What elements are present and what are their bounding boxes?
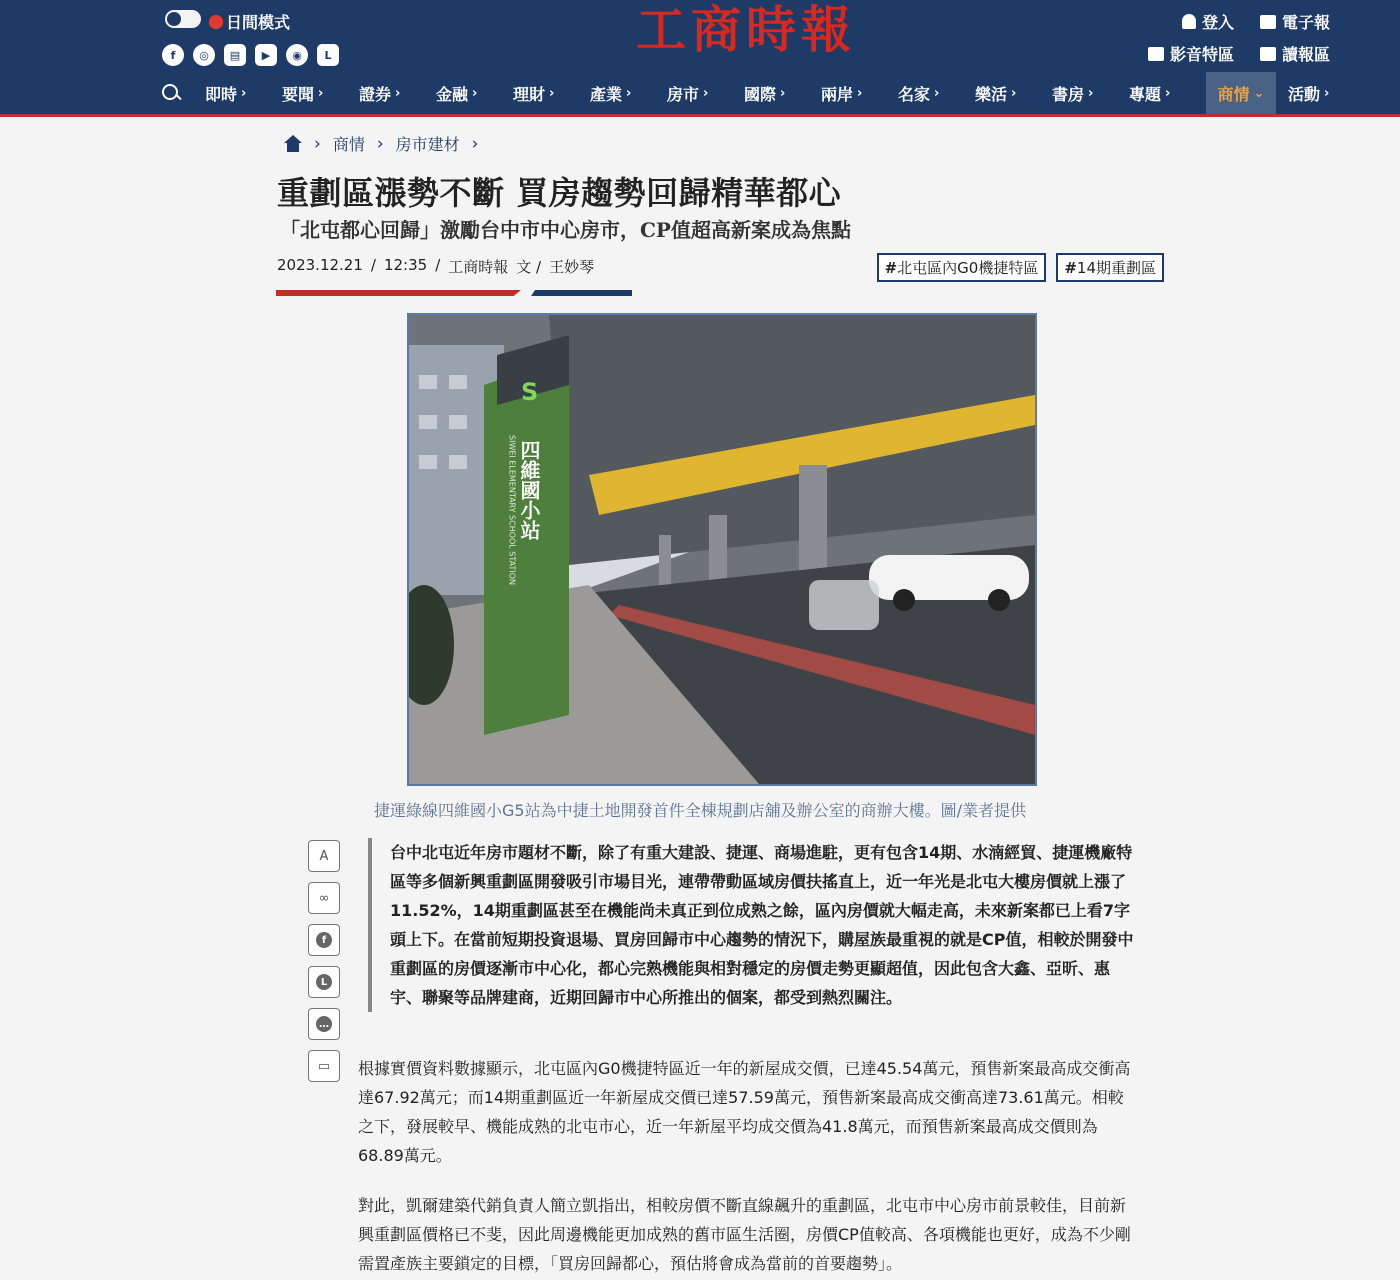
nav-label: 名家 (898, 84, 931, 104)
nav-label: 樂活 (975, 84, 1008, 104)
article-author[interactable]: 王妙琴 (549, 258, 595, 276)
nav-item-books[interactable] (1052, 72, 1129, 114)
facebook-icon: f (316, 932, 332, 948)
nav-label: 要聞 (282, 84, 315, 104)
chevron-right-icon: › (703, 85, 709, 101)
media-links (1148, 42, 1330, 65)
user-icon (1182, 14, 1196, 29)
chevron-right-icon: › (780, 85, 786, 101)
main-nav (160, 72, 1365, 114)
font-size-button[interactable] (308, 840, 340, 872)
site-logo[interactable]: 工商時報 (636, 0, 856, 59)
chevron-right-icon: › (318, 85, 324, 101)
chevron-right-icon: › (1088, 85, 1094, 101)
nav-item-instant[interactable] (205, 72, 282, 114)
photo-wheel (893, 589, 915, 611)
line-icon: L (316, 974, 332, 990)
publish-time: 12:35 (383, 256, 428, 274)
nav-label: 商情 (1217, 84, 1250, 104)
nav-label: 證券 (359, 84, 392, 104)
nav-item-finance[interactable] (436, 72, 513, 114)
nav-label: 金融 (436, 84, 469, 104)
photo-pillar (799, 465, 827, 575)
chevron-right-icon: › (1165, 85, 1171, 101)
photo-sign-text: 四維國小站 (517, 440, 541, 540)
article-paragraph: 對此，凱爾建築代銷負責人簡立凱指出，相較房價不斷直線飆升的重劃區，北屯市中心房市前景較佳，目前新興重劃區價格已不斐，因此周邊機能更加成熟的舊市區生活圈，房價CP值較高、各項機能也更好，成為不少剛需置產族主要鎖定的目標，「買房回歸都心，預估將會成為當前的首要趨勢」。 (358, 1196, 1131, 1273)
publish-date: 2023.12.21 (277, 256, 363, 274)
photo-window (419, 375, 437, 389)
photo-scooter (809, 580, 879, 630)
search-icon[interactable] (160, 82, 182, 104)
author-prefix: 文 / (516, 258, 542, 276)
tag-g0-zone[interactable] (877, 253, 1047, 282)
photo-sign-english: SIWEI ELEMENTARY SCHOOL STATION (507, 435, 517, 586)
chevron-right-icon: › (471, 133, 479, 154)
login-link[interactable] (1182, 10, 1234, 33)
nav-label: 兩岸 (821, 84, 854, 104)
meta-separator: / (370, 256, 376, 274)
nav-label: 國際 (744, 84, 777, 104)
video-label: 影音特區 (1169, 45, 1234, 64)
login-label: 登入 (1201, 13, 1234, 32)
nav-label: 產業 (590, 84, 623, 104)
nav-item-lifestyle[interactable] (975, 72, 1052, 114)
photo-scene (409, 315, 1035, 784)
nav-item-headlines[interactable] (282, 72, 359, 114)
video-link[interactable] (1148, 42, 1234, 65)
tag-label: 14期重劃區 (1076, 259, 1156, 277)
chevron-right-icon: › (1324, 85, 1330, 101)
reader-link[interactable] (1260, 42, 1330, 65)
share-toolbar (308, 840, 340, 1082)
article-lead: 台中北屯近年房市題材不斷，除了有重大建設、捷運、商場進駐，更有包含14期、水湳經貿、捷運機廠特區等多個新興重劃區開發吸引市場目光，連帶帶動區域房價扶搖直上，近一年光是北屯大樓房價就上漲了11.52%，14期重劃區甚至在機能尚未真正到位成熟之餘，區內房價就大幅走高，未來新案都已上看7字頭上下。在當前短期投資退場、買房回歸市中心趨勢的情況下，購屋族最重視的就是CP值，相較於開發中重劃區的房價逐漸市中心化，都心完熟機能與相對穩定的房價走勢更顯超值，因此包含大鑫、亞昕、惠宇、聯聚等品牌建商，近期回歸市中心所推出的個案，都受到熱烈關注。 (368, 838, 1138, 1012)
instagram-icon[interactable]: ◎ (193, 44, 215, 66)
link-icon: ∞ (318, 890, 330, 906)
clapper-icon (1148, 47, 1164, 61)
photo-pillar (659, 535, 671, 585)
chevron-right-icon: › (314, 133, 321, 154)
home-icon[interactable] (284, 135, 302, 153)
nav-label: 理財 (513, 84, 546, 104)
nav-item-columnists[interactable] (898, 72, 975, 114)
nav-item-events[interactable] (1288, 72, 1365, 114)
podcast-icon[interactable]: ◉ (286, 44, 308, 66)
breadcrumb-business[interactable]: 商情 (332, 135, 365, 154)
photo-window (419, 415, 437, 429)
photo-window (449, 455, 467, 469)
mode-label-wrap[interactable] (209, 10, 290, 33)
comment-button[interactable] (308, 1008, 340, 1040)
day-mode-toggle[interactable] (165, 10, 201, 28)
breadcrumb-property[interactable]: 房市建材 (395, 135, 460, 154)
chevron-right-icon: › (626, 85, 632, 101)
nav-item-business[interactable] (1206, 72, 1276, 114)
sun-icon (209, 15, 223, 29)
meta-separator: / (435, 256, 441, 274)
nav-item-features[interactable] (1129, 72, 1206, 114)
chevron-right-icon: › (395, 85, 401, 101)
nav-label: 書房 (1052, 84, 1085, 104)
title-underline-red (276, 290, 521, 296)
nav-label: 即時 (205, 84, 238, 104)
article-tags (877, 253, 1164, 282)
nav-label: 專題 (1129, 84, 1162, 104)
share-facebook-button[interactable] (308, 924, 340, 956)
article-subtitle: 「北屯都心回歸」激勵台中市中心房市，CP值超高新案成為焦點 (280, 218, 851, 242)
title-underline-blue (531, 290, 632, 296)
photo-window (449, 415, 467, 429)
nav-item-wealth[interactable] (513, 72, 590, 114)
nav-item-property[interactable] (667, 72, 744, 114)
site-header (0, 0, 1400, 117)
mode-label: 日間模式 (226, 13, 291, 32)
reader-label: 讀報區 (1281, 45, 1330, 64)
share-line-button[interactable] (308, 966, 340, 998)
comment-icon: … (316, 1016, 332, 1032)
nav-item-industry[interactable] (590, 72, 667, 114)
print-button[interactable] (308, 1050, 340, 1082)
toggle-knob (167, 12, 181, 26)
font-size-icon: A (319, 848, 329, 864)
photo-window (449, 375, 467, 389)
nav-item-international[interactable] (744, 72, 821, 114)
epaper-label: 電子報 (1281, 13, 1330, 32)
breadcrumb (284, 132, 482, 155)
social-links (162, 44, 339, 66)
photo-wheel (988, 589, 1010, 611)
photo-station-sign (484, 355, 569, 735)
facebook-icon[interactable]: f (162, 44, 184, 66)
article-source: 工商時報 (448, 258, 509, 276)
user-links (1182, 10, 1330, 33)
chevron-right-icon: › (1011, 85, 1017, 101)
tag-label: 北屯區內G0機捷特區 (897, 259, 1039, 277)
chevron-right-icon: › (472, 85, 478, 101)
photo-pillar (709, 515, 727, 585)
nav-item-cross-strait[interactable] (821, 72, 898, 114)
tag-14th-zone[interactable] (1056, 253, 1164, 282)
nav-label: 活動 (1288, 84, 1321, 104)
news-icon[interactable]: ▤ (224, 44, 246, 66)
copy-link-button[interactable] (308, 882, 340, 914)
chevron-down-icon: ⌄ (1253, 85, 1265, 101)
newspaper-icon (1260, 47, 1276, 61)
chevron-right-icon: › (376, 133, 384, 154)
hash-icon: # (884, 259, 898, 277)
chevron-right-icon: › (934, 85, 940, 101)
line-icon[interactable]: L (317, 44, 339, 66)
print-icon: ▭ (317, 1058, 331, 1074)
chevron-right-icon: › (241, 85, 247, 101)
photo-window (419, 455, 437, 469)
article-meta (277, 256, 594, 277)
article-title: 重劃區漲勢不斷 買房趨勢回歸精華都心 (277, 174, 842, 212)
hash-icon: # (1064, 259, 1077, 277)
mail-icon (1260, 15, 1276, 29)
top-bar (0, 0, 1400, 72)
youtube-icon[interactable]: ▶ (255, 44, 277, 66)
chevron-right-icon: › (857, 85, 863, 101)
epaper-link[interactable] (1260, 10, 1330, 33)
article-paragraph: 根據實價資料數據顯示，北屯區內G0機捷特區近一年的新屋成交價，已達45.54萬元，預售新案最高成交衝高達67.92萬元；而14期重劃區近一年新屋成交價已達57.59萬元，預售新案最高成交衝高達73.61萬元。相較之下，發展較早、機能成熟的北屯市心，近一年新屋平均成交價為41.8萬元，而預售新案最高成交價則為68.89萬元。 (358, 1059, 1131, 1165)
photo-sign-logo: S (521, 378, 539, 406)
chevron-right-icon: › (549, 85, 555, 101)
photo-caption: 捷運綠線四維國小G5站為中捷土地開發首件全棟規劃店舖及辦公室的商辦大樓。圖/業者提供 (374, 801, 1026, 820)
article-photo[interactable] (407, 313, 1037, 786)
nav-item-securities[interactable] (359, 72, 436, 114)
nav-label: 房市 (667, 84, 700, 104)
